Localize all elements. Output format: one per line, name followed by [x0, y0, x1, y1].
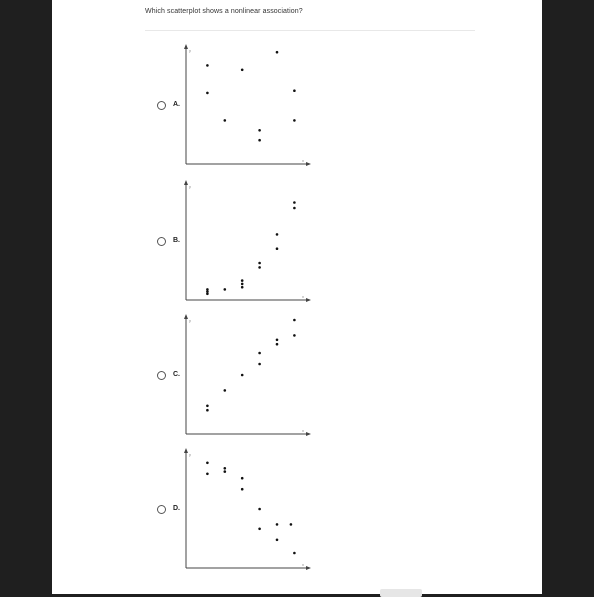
x-axis-arrow [306, 162, 311, 166]
option-label: D. [173, 505, 180, 512]
data-point [241, 286, 244, 289]
x-axis-label: x [302, 158, 304, 163]
data-point [258, 262, 261, 265]
data-point [276, 523, 279, 526]
data-point [224, 389, 227, 392]
radio-button[interactable] [157, 237, 166, 246]
data-point [258, 139, 261, 142]
x-axis-label: x [302, 294, 304, 299]
data-point [206, 473, 209, 476]
data-point [293, 552, 296, 555]
option-label: C. [173, 371, 180, 378]
option-label: A. [173, 101, 180, 108]
x-axis-label: x [302, 428, 304, 433]
x-axis-label: x [302, 562, 304, 567]
data-point [293, 319, 296, 322]
data-point [276, 233, 279, 236]
data-point [241, 283, 244, 286]
y-axis-arrow [184, 180, 188, 185]
radio-button[interactable] [157, 371, 166, 380]
y-axis-label: y [189, 452, 191, 457]
data-point [224, 467, 227, 470]
option-a[interactable] [52, 40, 542, 170]
y-axis-arrow [184, 314, 188, 319]
data-point [293, 201, 296, 204]
data-point [258, 352, 261, 355]
y-axis-label: y [189, 48, 191, 53]
y-axis-arrow [184, 44, 188, 49]
data-point [241, 374, 244, 377]
data-point [224, 470, 227, 473]
scatterplot [183, 43, 317, 171]
option-label: B. [173, 237, 180, 244]
footer-button[interactable] [380, 589, 422, 597]
y-axis-label: y [189, 318, 191, 323]
data-point [258, 266, 261, 269]
data-point [241, 279, 244, 282]
data-point [293, 119, 296, 122]
data-point [293, 334, 296, 337]
y-axis-label: y [189, 184, 191, 189]
data-point [241, 488, 244, 491]
x-axis-arrow [306, 298, 311, 302]
data-point [258, 508, 261, 511]
x-axis-arrow [306, 432, 311, 436]
data-point [276, 539, 279, 542]
data-point [206, 409, 209, 412]
data-point [258, 363, 261, 366]
x-axis-arrow [306, 566, 311, 570]
data-point [258, 129, 261, 132]
radio-button[interactable] [157, 101, 166, 110]
data-point [206, 462, 209, 465]
divider [145, 30, 475, 31]
data-point [206, 92, 209, 95]
scatterplot [183, 179, 317, 307]
option-d[interactable] [52, 444, 542, 574]
data-point [206, 405, 209, 408]
scatterplot [183, 447, 317, 575]
y-axis-arrow [184, 448, 188, 453]
data-point [224, 119, 227, 122]
option-c[interactable] [52, 310, 542, 440]
scatterplot [183, 313, 317, 441]
option-b[interactable] [52, 176, 542, 306]
data-point [276, 343, 279, 346]
data-point [224, 288, 227, 291]
data-point [258, 528, 261, 531]
question-text: Which scatterplot shows a nonlinear association? [145, 8, 303, 15]
radio-button[interactable] [157, 505, 166, 514]
data-point [241, 69, 244, 72]
data-point [276, 51, 279, 54]
question-page [52, 0, 542, 594]
data-point [206, 288, 209, 291]
data-point [293, 89, 296, 92]
data-point [276, 339, 279, 342]
data-point [241, 477, 244, 480]
data-point [293, 207, 296, 210]
data-point [276, 247, 279, 250]
data-point [290, 523, 293, 526]
data-point [206, 64, 209, 67]
